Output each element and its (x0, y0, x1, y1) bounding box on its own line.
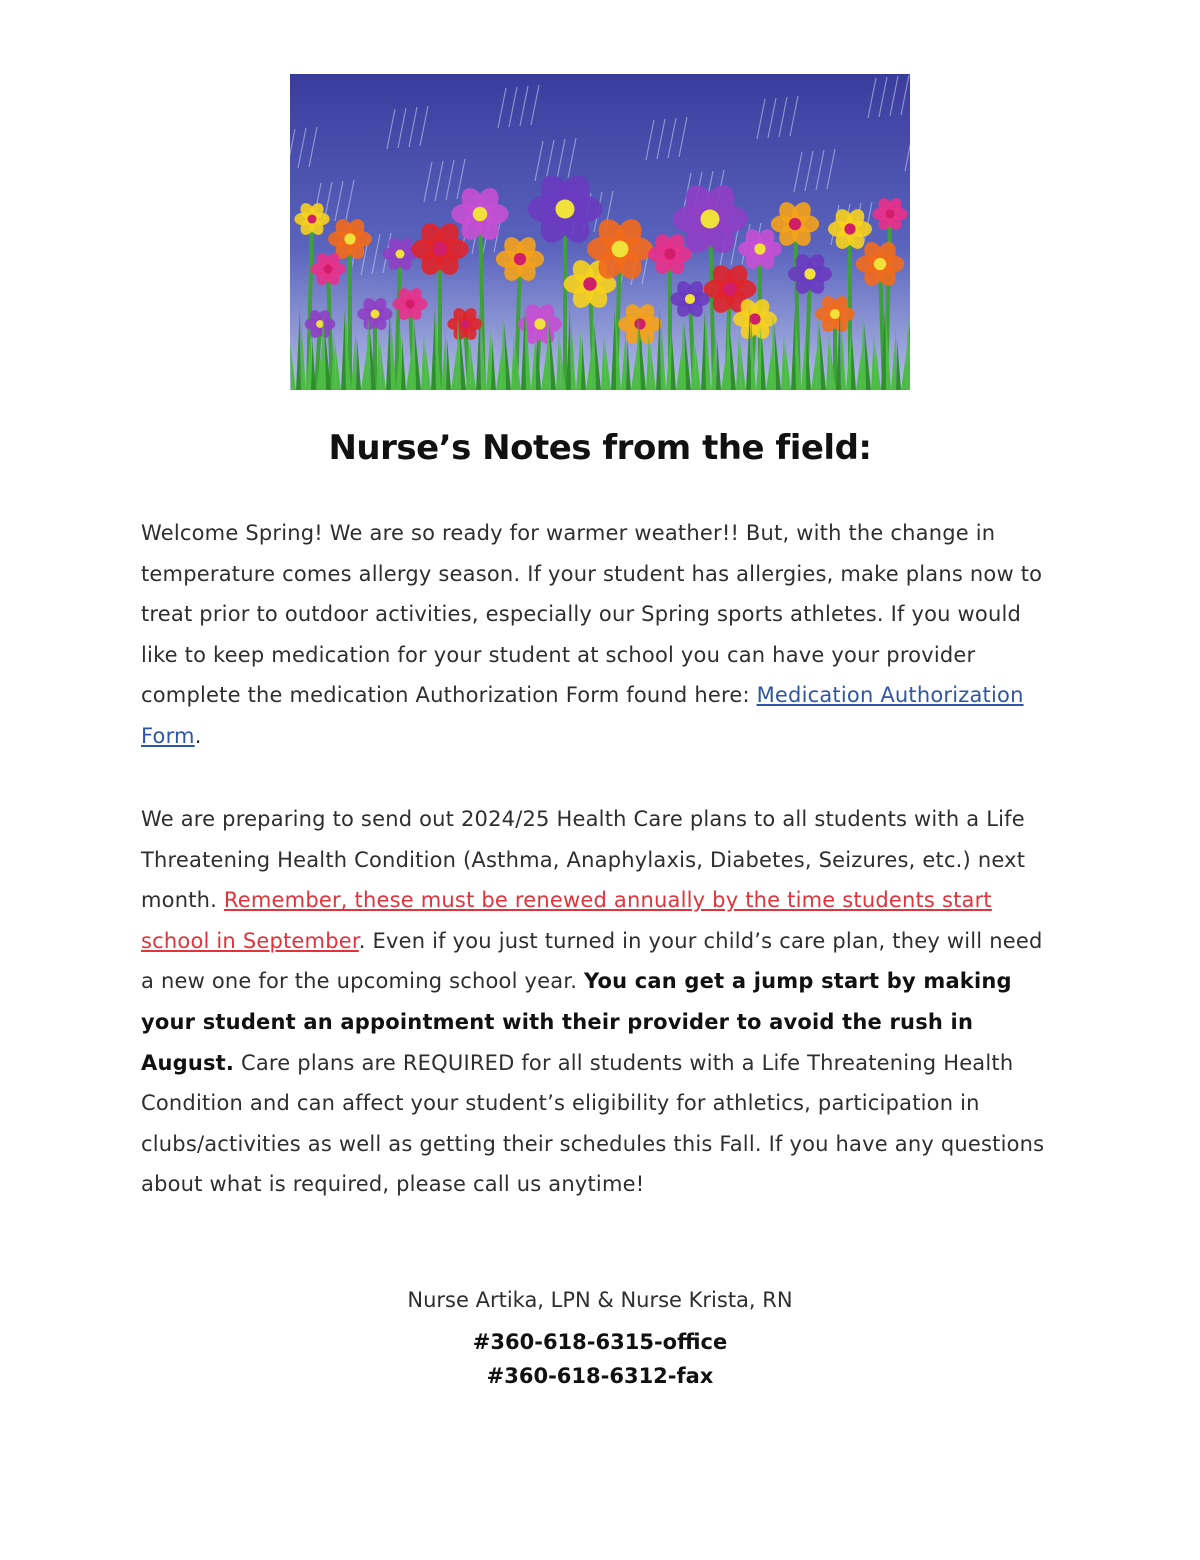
renewal-reminder-text: Remember, these must be renewed annually by the time students start school in September (141, 888, 992, 953)
signature-names: Nurse Artika, LPN & Nurse Krista, RN (407, 1288, 793, 1312)
care-plans-text-1: We are preparing to send out 2024/25 Health Care plans to all students with a Life Threatening Health Condition (Asthma, Anaphylaxis, Diabetes, Seizures, etc.) next month. (141, 807, 1026, 913)
medication-authorization-form-link[interactable]: Medication Authorization Form (141, 683, 1024, 748)
allergy-paragraph-end: . (194, 723, 202, 748)
care-plans-text-3: Care plans are REQUIRED for all students with a Life Threatening Health Condition and can affect your student’s eligibility for athletics, participation in clubs/activities as well as getting their schedules this Fall. If you have any questions about what is required, please call us anytime! (141, 1050, 1045, 1197)
allergy-paragraph (141, 513, 1061, 757)
fax-number: #360-618-6312-fax (486, 1364, 714, 1388)
jump-start-bold-text: You can get a jump start by making your student an appointment with their provider to avoid the rush in August. (141, 969, 1012, 1075)
care-plans-paragraph (141, 799, 1061, 1205)
office-phone: #360-618-6315-office (472, 1330, 728, 1354)
page-title: Nurse’s Notes from the field: (328, 428, 872, 468)
allergy-paragraph-text: Welcome Spring! We are so ready for warmer weather!! But, with the change in temperature comes allergy season. If your student has allergies, make plans now to treat prior to outdoor activities, especially our Spring sports athletes. If you would like to keep medication for your student at school you can have your provider complete the medication Authorization Form found here: (141, 521, 1043, 708)
spring-flowers-banner-image (290, 74, 910, 390)
care-plans-text-2: . Even if you just turned in your child’s care plan, they will need a new one for the upcoming school year. (141, 928, 1043, 994)
